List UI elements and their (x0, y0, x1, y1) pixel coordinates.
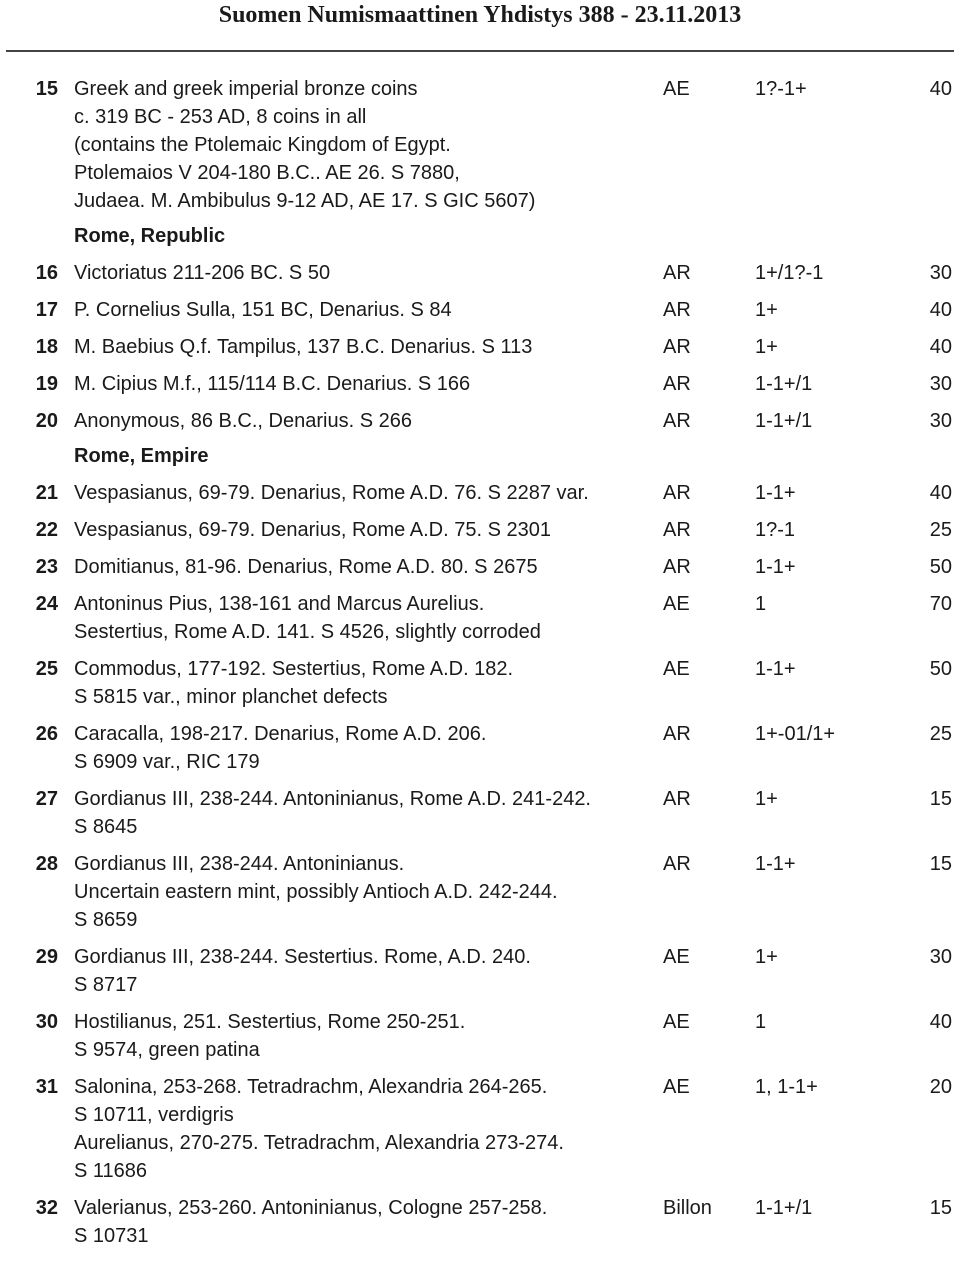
description-line: c. 319 BC - 253 AD, 8 coins in all (74, 106, 367, 128)
lot-price: 30 (929, 262, 952, 284)
lot-price: 40 (929, 336, 952, 358)
lot-row (0, 943, 960, 999)
lot-metal: AR (663, 299, 691, 321)
lot-metal: AR (663, 556, 691, 578)
description-line: Uncertain eastern mint, possibly Antioch A.D. 242-244. (74, 881, 558, 903)
lot-description (74, 1073, 654, 1185)
description-line: Valerianus, 253-260. Antoninianus, Cologne 257-258. (74, 1197, 548, 1219)
lot-price: 30 (929, 410, 952, 432)
lot-metal: AE (663, 1011, 690, 1033)
description-line: M. Baebius Q.f. Tampilus, 137 B.C. Denarius. S 113 (74, 336, 533, 358)
lot-description (74, 75, 654, 215)
lot-price: 30 (929, 373, 952, 395)
lot-price: 25 (929, 519, 952, 541)
lot-grade: 1-1+ (755, 556, 796, 578)
lot-number: 29 (35, 946, 58, 968)
lot-price: 25 (929, 723, 952, 745)
lot-description (74, 407, 654, 435)
lot-description (74, 553, 654, 581)
lot-row (0, 553, 960, 581)
lot-description (74, 785, 654, 841)
lot-price: 15 (929, 853, 952, 875)
description-line: Victoriatus 211-206 BC. S 50 (74, 262, 331, 284)
lot-grade: 1+ (755, 299, 778, 321)
lot-description (74, 296, 654, 324)
lot-row (0, 296, 960, 324)
lot-number: 18 (35, 336, 58, 358)
lot-metal: AE (663, 658, 690, 680)
lot-metal: AR (663, 723, 691, 745)
lot-row (0, 850, 960, 934)
description-line: S 10731 (74, 1225, 149, 1247)
lot-metal: AR (663, 262, 691, 284)
lot-row (0, 479, 960, 507)
description-line: (contains the Ptolemaic Kingdom of Egypt. (74, 134, 451, 156)
lot-metal: AE (663, 78, 690, 100)
lot-row (0, 333, 960, 361)
description-line: Antoninus Pius, 138-161 and Marcus Aurelius. (74, 593, 485, 615)
lot-metal: AR (663, 788, 691, 810)
description-line: Anonymous, 86 B.C., Denarius. S 266 (74, 410, 412, 432)
section-heading: Rome, Empire (74, 445, 209, 467)
lot-metal: AR (663, 373, 691, 395)
description-line: Salonina, 253-268. Tetradrachm, Alexandria 264-265. (74, 1076, 548, 1098)
lot-metal: AR (663, 410, 691, 432)
description-line: Gordianus III, 238-244. Antoninianus. (74, 853, 405, 875)
description-line: S 6909 var., RIC 179 (74, 751, 260, 773)
description-line: Sestertius, Rome A.D. 141. S 4526, slightly corroded (74, 621, 541, 643)
lot-grade: 1+ (755, 336, 778, 358)
lot-number: 25 (35, 658, 58, 680)
lot-row (0, 407, 960, 435)
description-line: S 8717 (74, 974, 138, 996)
lot-row (0, 1073, 960, 1185)
lot-number: 26 (35, 723, 58, 745)
lot-grade: 1?-1 (755, 519, 796, 541)
lot-description (74, 516, 654, 544)
lot-grade: 1-1+/1 (755, 410, 813, 432)
lot-price: 40 (929, 299, 952, 321)
description-line: Vespasianus, 69-79. Denarius, Rome A.D. 76. S 2287 var. (74, 482, 589, 504)
lot-number: 31 (35, 1076, 58, 1098)
lot-row (0, 75, 960, 215)
lot-number: 24 (35, 593, 58, 615)
lot-description (74, 259, 654, 287)
lot-number: 20 (35, 410, 58, 432)
lot-price: 70 (929, 593, 952, 615)
lot-metal: AE (663, 1076, 690, 1098)
lot-grade: 1-1+ (755, 853, 796, 875)
lot-metal: AR (663, 519, 691, 541)
description-line: P. Cornelius Sulla, 151 BC, Denarius. S 84 (74, 299, 452, 321)
lot-row (0, 785, 960, 841)
lot-number: 22 (35, 519, 58, 541)
lot-number: 30 (35, 1011, 58, 1033)
lot-price: 15 (929, 788, 952, 810)
description-line: Judaea. M. Ambibulus 9-12 AD, AE 17. S GIC 5607) (74, 190, 536, 212)
description-line: S 10711, verdigris (74, 1104, 234, 1126)
lot-metal: Billon (663, 1197, 712, 1219)
description-line: Gordianus III, 238-244. Antoninianus, Rome A.D. 241-242. (74, 788, 591, 810)
lot-price: 40 (929, 482, 952, 504)
lot-list (0, 75, 960, 1250)
description-line: M. Cipius M.f., 115/114 B.C. Denarius. S 166 (74, 373, 471, 395)
lot-price: 40 (929, 78, 952, 100)
description-line: S 11686 (74, 1160, 148, 1182)
lot-grade: 1?-1+ (755, 78, 807, 100)
lot-description (74, 590, 654, 646)
lot-metal: AE (663, 593, 690, 615)
lot-metal: AR (663, 853, 691, 875)
description-line: Caracalla, 198-217. Denarius, Rome A.D. 206. (74, 723, 487, 745)
lot-grade: 1-1+ (755, 482, 796, 504)
description-line: Domitianus, 81-96. Denarius, Rome A.D. 80. S 2675 (74, 556, 538, 578)
lot-number: 27 (35, 788, 58, 810)
description-line: S 9574, green patina (74, 1039, 260, 1061)
lot-description (74, 850, 654, 934)
lot-grade: 1 (755, 593, 767, 615)
description-line: Greek and greek imperial bronze coins (74, 78, 418, 100)
lot-metal: AR (663, 336, 691, 358)
lot-grade: 1-1+/1 (755, 373, 813, 395)
lot-description (74, 943, 654, 999)
section-heading: Rome, Republic (74, 225, 226, 247)
lot-grade: 1+ (755, 788, 778, 810)
lot-description (74, 333, 654, 361)
lot-number: 21 (35, 482, 58, 504)
page-header (0, 0, 960, 30)
lot-number: 28 (35, 853, 58, 875)
lot-metal: AE (663, 946, 690, 968)
lot-description (74, 370, 654, 398)
lot-grade: 1+-01/1+ (755, 723, 836, 745)
lot-row (0, 655, 960, 711)
lot-row (0, 1008, 960, 1064)
lot-price: 15 (929, 1197, 952, 1219)
lot-number: 32 (35, 1197, 58, 1219)
lot-row (0, 516, 960, 544)
description-line: S 8645 (74, 816, 138, 838)
description-line: Vespasianus, 69-79. Denarius, Rome A.D. 75. S 2301 (74, 519, 551, 541)
lot-grade: 1+ (755, 946, 778, 968)
lot-price: 20 (929, 1076, 952, 1098)
lot-row (0, 259, 960, 287)
description-line: Hostilianus, 251. Sestertius, Rome 250-251. (74, 1011, 466, 1033)
lot-description (74, 1008, 654, 1064)
header-title: Suomen Numismaattinen Yhdistys 388 - 23.11.2013 (218, 2, 742, 28)
description-line: Ptolemaios V 204-180 B.C.. AE 26. S 7880, (74, 162, 460, 184)
lot-grade: 1, 1-1+ (755, 1076, 818, 1098)
lot-number: 16 (35, 262, 58, 284)
lot-grade: 1-1+ (755, 658, 796, 680)
lot-row (0, 720, 960, 776)
lot-number: 23 (35, 556, 58, 578)
lot-row (0, 370, 960, 398)
lot-price: 50 (929, 658, 952, 680)
lot-number: 17 (35, 299, 58, 321)
lot-metal: AR (663, 482, 691, 504)
lot-grade: 1-1+/1 (755, 1197, 813, 1219)
lot-description (74, 655, 654, 711)
lot-grade: 1+/1?-1 (755, 262, 824, 284)
description-line: Commodus, 177-192. Sestertius, Rome A.D. 182. (74, 658, 514, 680)
lot-description (74, 479, 654, 507)
description-line: Gordianus III, 238-244. Sestertius. Rome, A.D. 240. (74, 946, 531, 968)
header-divider (6, 50, 954, 52)
description-line: S 5815 var., minor planchet defects (74, 686, 388, 708)
lot-number: 15 (35, 78, 58, 100)
lot-description (74, 720, 654, 776)
lot-row (0, 590, 960, 646)
description-line: S 8659 (74, 909, 138, 931)
lot-number: 19 (35, 373, 58, 395)
description-line: Aurelianus, 270-275. Tetradrachm, Alexandria 273-274. (74, 1132, 564, 1154)
lot-price: 30 (929, 946, 952, 968)
lot-price: 50 (929, 556, 952, 578)
lot-grade: 1 (755, 1011, 767, 1033)
lot-row (0, 1194, 960, 1250)
lot-description (74, 1194, 654, 1250)
lot-price: 40 (929, 1011, 952, 1033)
